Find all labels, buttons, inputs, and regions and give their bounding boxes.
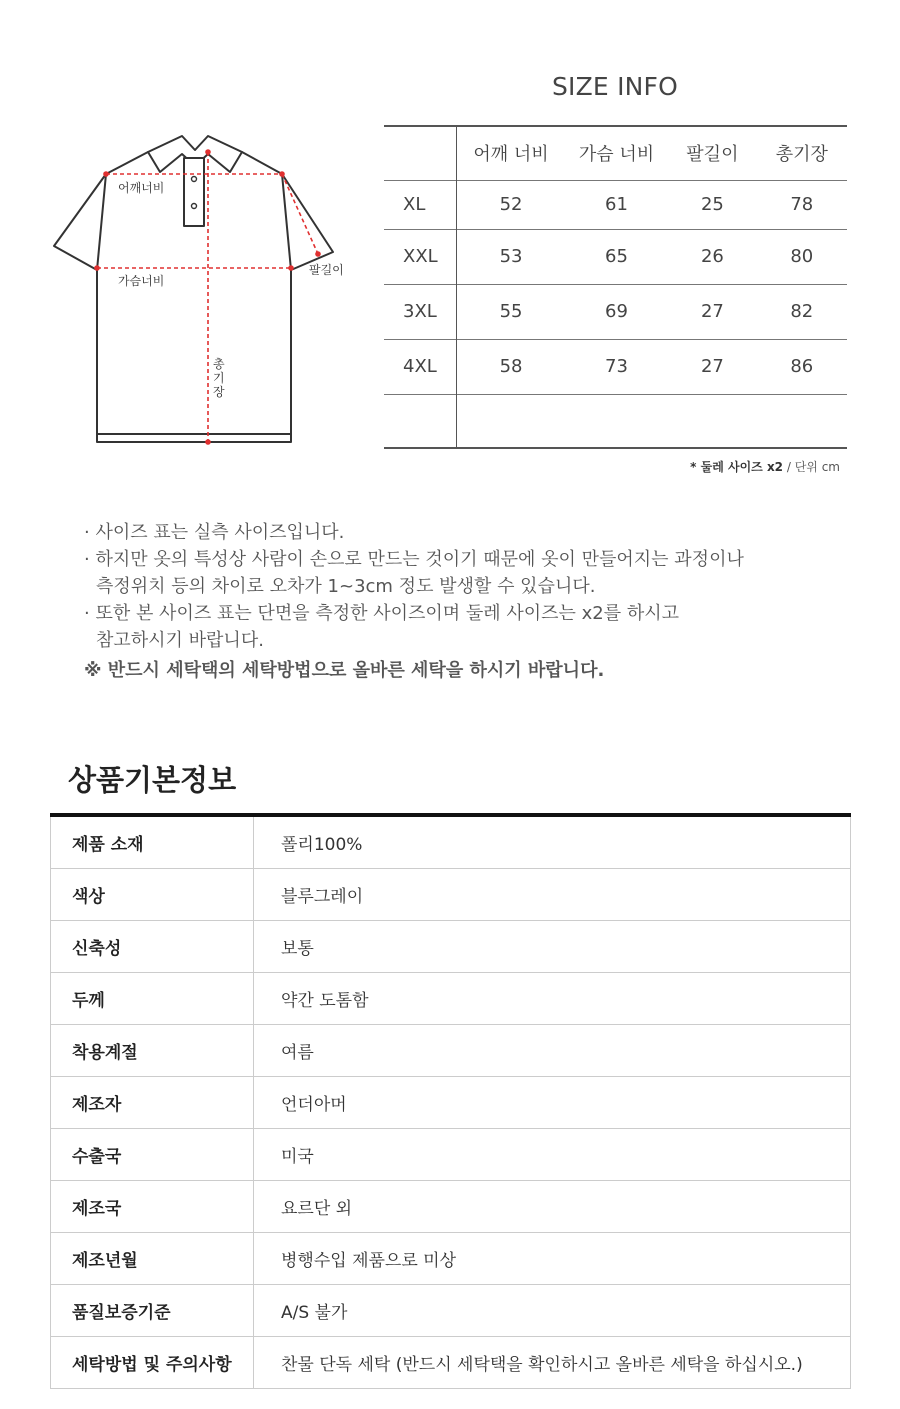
- info-value: 블루그레이: [254, 869, 851, 921]
- info-label: 세탁방법 및 주의사항: [51, 1337, 254, 1389]
- length-label-1: 총: [213, 357, 225, 371]
- size-value: 58: [499, 356, 523, 377]
- size-row: [384, 284, 847, 339]
- size-value: 25: [700, 194, 724, 215]
- product-info-title: 상품기본정보: [68, 763, 237, 797]
- info-value: 약간 도톰함: [254, 973, 851, 1025]
- length-label-2: 기: [213, 371, 225, 385]
- size-label: XXL: [384, 229, 457, 284]
- info-label: 색상: [51, 869, 254, 921]
- size-label: XL: [384, 180, 457, 229]
- size-notes: [84, 519, 844, 684]
- info-value: 병행수입 제품으로 미상: [254, 1233, 851, 1285]
- col-header: 총기장: [775, 144, 828, 166]
- sleeve-label: 팔길이: [309, 263, 344, 277]
- info-value: 요르단 외: [254, 1181, 851, 1233]
- size-table-header: [384, 126, 847, 180]
- size-value: 82: [790, 301, 814, 322]
- info-label: 제조년월: [51, 1233, 254, 1285]
- size-unit-note: [690, 458, 840, 475]
- chest-label: 가슴너비: [118, 274, 165, 288]
- size-value: 73: [605, 356, 628, 377]
- info-row: [51, 1285, 851, 1337]
- size-value: 53: [499, 246, 523, 267]
- size-value: 27: [700, 301, 724, 322]
- info-row: [51, 1181, 851, 1233]
- info-label: 신축성: [51, 921, 254, 973]
- product-info-table: [50, 813, 851, 1389]
- info-value: A/S 불가: [254, 1285, 851, 1337]
- size-value: 80: [790, 246, 814, 267]
- info-value: 여름: [254, 1025, 851, 1077]
- size-value: 69: [605, 301, 628, 322]
- info-label: 착용계절: [51, 1025, 254, 1077]
- info-row: [51, 1337, 851, 1389]
- note-line: · 사이즈 표는 실측 사이즈입니다.: [84, 522, 345, 543]
- corner-cell: [384, 126, 457, 180]
- info-row: [51, 973, 851, 1025]
- size-note-unit: / 단위 cm: [783, 460, 840, 474]
- info-row: [51, 815, 851, 869]
- info-label: 품질보증기준: [51, 1285, 254, 1337]
- info-label: 제조국: [51, 1181, 254, 1233]
- shoulder-label: 어깨너비: [118, 181, 165, 195]
- size-value: 52: [499, 194, 523, 215]
- info-label: 제품 소재: [51, 815, 254, 869]
- info-row: [51, 1129, 851, 1181]
- size-value: 86: [790, 356, 814, 377]
- info-row: [51, 921, 851, 973]
- info-value: 미국: [254, 1129, 851, 1181]
- size-note-bold: * 둘레 사이즈 x2: [690, 460, 784, 474]
- info-value: 언더아머: [254, 1077, 851, 1129]
- size-row: [384, 180, 847, 229]
- length-label-3: 장: [213, 385, 225, 399]
- note-line: · 하지만 옷의 특성상 사람이 손으로 만드는 것이기 때문에 옷이 만들어지는 과정이나: [84, 549, 744, 570]
- size-row-empty: [384, 394, 847, 448]
- info-value: 폴리100%: [254, 815, 851, 869]
- info-row: [51, 869, 851, 921]
- size-value: 55: [499, 301, 523, 322]
- size-value: 78: [790, 194, 814, 215]
- size-label: 4XL: [384, 339, 457, 394]
- note-line: · 또한 본 사이즈 표는 단면을 측정한 사이즈이며 둘레 사이즈는 x2를 하시고: [84, 603, 680, 624]
- size-table: [384, 125, 847, 449]
- size-info-title: SIZE INFO: [551, 72, 679, 101]
- washing-warning: ※ 반드시 세탁택의 세탁방법으로 올바른 세탁을 하시기 바랍니다.: [84, 660, 605, 681]
- info-label: 수출국: [51, 1129, 254, 1181]
- note-line: 측정위치 등의 차이로 오차가 1~3cm 정도 발생할 수 있습니다.: [96, 576, 596, 597]
- size-label: 3XL: [384, 284, 457, 339]
- info-label: 두께: [51, 973, 254, 1025]
- info-value: 보통: [254, 921, 851, 973]
- note-line: 참고하시기 바랍니다.: [96, 630, 264, 651]
- size-value: 26: [700, 246, 724, 267]
- info-value: 찬물 단독 세탁 (반드시 세탁택을 확인하시고 올바른 세탁을 하십시오.): [254, 1337, 851, 1389]
- col-header: 팔길이: [686, 144, 739, 166]
- col-header: 어깨 너비: [473, 144, 549, 166]
- info-label: 제조자: [51, 1077, 254, 1129]
- size-value: 27: [700, 356, 724, 377]
- size-row: [384, 229, 847, 284]
- info-row: [51, 1077, 851, 1129]
- col-header: 가슴 너비: [578, 144, 655, 166]
- size-value: 61: [605, 194, 628, 215]
- info-row: [51, 1025, 851, 1077]
- placket: [184, 158, 204, 226]
- size-row: [384, 339, 847, 394]
- info-row: [51, 1233, 851, 1285]
- size-value: 65: [605, 246, 628, 267]
- shirt-measurement-diagram: [50, 128, 360, 450]
